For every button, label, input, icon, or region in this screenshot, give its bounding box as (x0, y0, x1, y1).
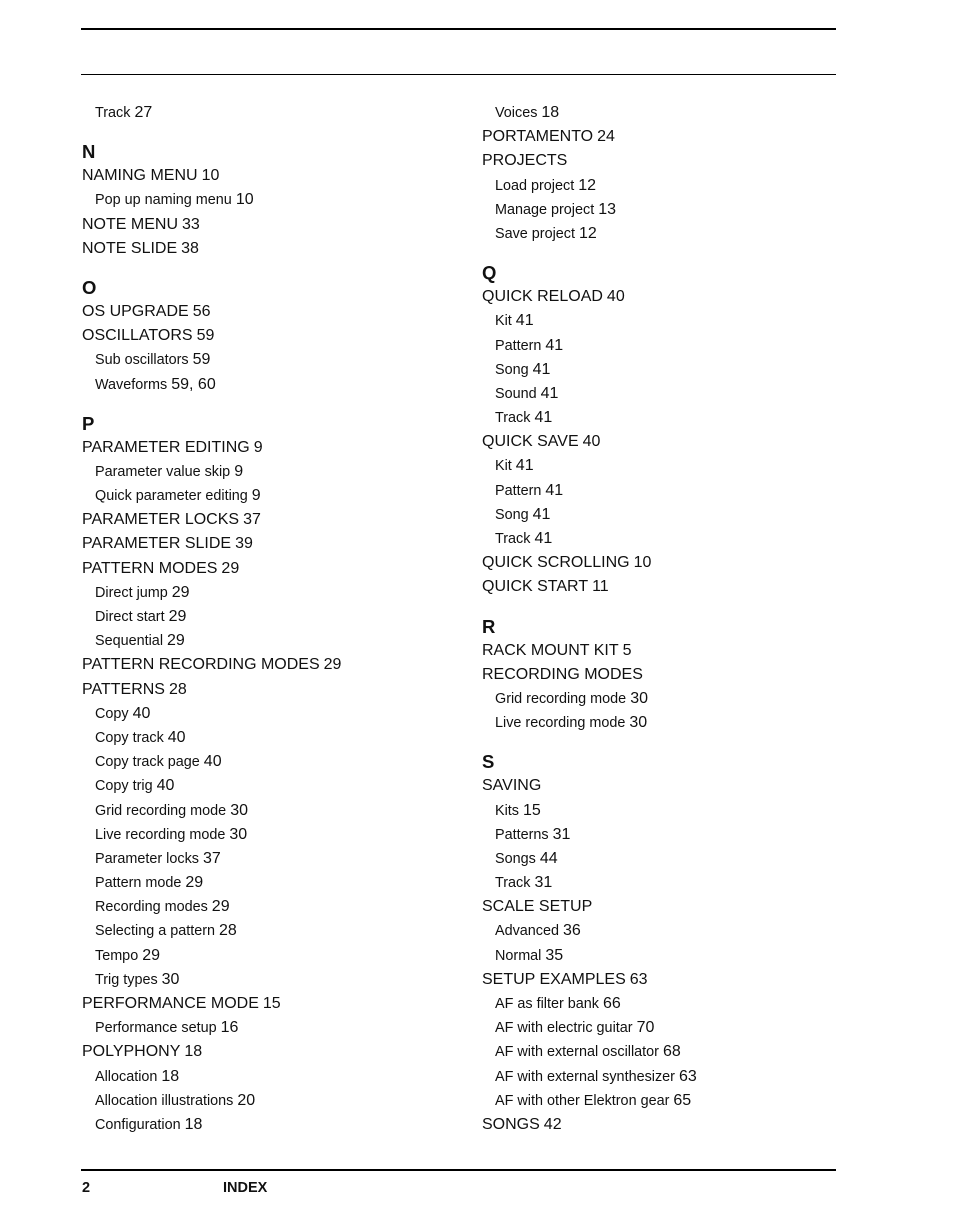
entry-page-ref: 70 (636, 1019, 655, 1037)
index-entry (82, 213, 482, 237)
entry-label: Songs (495, 850, 536, 867)
index-subentry (482, 823, 882, 847)
index-subentry (82, 101, 482, 125)
index-subentry (482, 527, 882, 551)
index-subentry (482, 1016, 882, 1040)
index-entry (82, 300, 482, 324)
entry-page-ref: 20 (237, 1091, 256, 1109)
entry-label: Normal (495, 947, 542, 964)
index-entry (482, 551, 882, 575)
entry-page-ref: 28 (219, 922, 237, 940)
index-subentry (82, 629, 482, 653)
index-subentry (482, 687, 882, 711)
index-subentry (482, 847, 882, 871)
entry-page-ref: 16 (220, 1019, 239, 1037)
index-subentry (82, 1016, 482, 1040)
entry-page-ref: 41 (534, 409, 553, 427)
index-subentry (82, 847, 482, 871)
entry-label: PARAMETER LOCKS (82, 511, 240, 529)
entry-page-ref: 18 (184, 1043, 203, 1061)
entry-page-ref: 29 (168, 608, 187, 625)
index-entry (482, 125, 882, 149)
index-subentry (482, 382, 882, 406)
entry-page-ref: 12 (579, 224, 597, 242)
entry-label: Allocation (95, 1068, 158, 1085)
index-entry (482, 663, 882, 687)
entry-page-ref: 29 (167, 632, 185, 650)
entry-label: RECORDING MODES (482, 665, 643, 683)
entry-page-ref: 29 (142, 946, 160, 964)
entry-label: Voices (495, 105, 538, 121)
entry-page-ref: 31 (552, 825, 571, 843)
index-letter-heading: P (82, 412, 95, 434)
index-subentry (82, 919, 482, 943)
entry-page-ref: 9 (251, 487, 261, 505)
index-subentry (82, 702, 482, 726)
entry-page-ref: 18 (541, 104, 560, 121)
index-subentry (82, 1065, 482, 1089)
entry-label: PARAMETER SLIDE (82, 535, 232, 553)
index-subentry (482, 309, 882, 333)
index-subentry (482, 871, 882, 895)
entry-label: Load project (495, 177, 575, 194)
entry-label: AF with other Elektron gear (495, 1092, 670, 1109)
index-subentry (482, 406, 882, 430)
entry-page-ref: 27 (134, 104, 153, 121)
entry-page-ref: 42 (543, 1115, 562, 1133)
entry-label: AF as filter bank (495, 996, 599, 1012)
entry-label: AF with electric guitar (495, 1020, 633, 1037)
entry-page-ref: 59, 60 (171, 375, 216, 393)
entry-label: Grid recording mode (95, 802, 227, 819)
entry-label: NOTE SLIDE (82, 239, 178, 257)
entry-page-ref: 56 (192, 302, 211, 320)
entry-page-ref: 31 (534, 874, 553, 892)
entry-page-ref: 66 (602, 995, 621, 1012)
entry-label: Patterns (495, 826, 549, 843)
entry-label: Manage project (495, 201, 595, 218)
entry-page-ref: 18 (184, 1115, 203, 1133)
index-subentry (482, 1089, 882, 1113)
index-entry (82, 557, 482, 581)
entry-label: Live recording mode (95, 826, 226, 843)
index-subentry (482, 101, 882, 125)
index-subentry (482, 358, 882, 382)
index-entry (482, 1113, 882, 1137)
entry-label: Live recording mode (495, 715, 626, 732)
entry-page-ref: 15 (523, 801, 541, 819)
index-entry (82, 653, 482, 677)
entry-label: Copy track page (95, 754, 200, 771)
entry-label: PATTERN RECORDING MODES (82, 656, 320, 674)
entry-label: Track (95, 105, 131, 121)
index-entry (82, 1040, 482, 1064)
entry-label: Recording modes (95, 899, 208, 916)
entry-label: Trig types (95, 971, 158, 988)
footer-rule (81, 1169, 836, 1171)
index-subentry (82, 1089, 482, 1113)
entry-page-ref: 30 (161, 970, 180, 988)
index-subentry (82, 460, 482, 484)
entry-page-ref: 13 (598, 200, 616, 218)
entry-label: Configuration (95, 1116, 181, 1133)
entry-label: Parameter value skip (95, 463, 231, 480)
entry-page-ref: 41 (532, 505, 551, 523)
header-rule-top (81, 28, 836, 30)
entry-label: SONGS (482, 1115, 540, 1133)
index-column-right (482, 101, 882, 1137)
entry-page-ref: 41 (540, 384, 559, 402)
entry-label: Sub oscillators (95, 352, 189, 369)
footer-section-title: INDEX (223, 1180, 268, 1196)
index-subentry (82, 605, 482, 629)
entry-label: Advanced (495, 923, 560, 940)
entry-page-ref: 41 (515, 312, 534, 330)
entry-label: Pattern (495, 482, 542, 499)
entry-label: Song (495, 361, 529, 378)
index-entry (482, 968, 882, 992)
index-subentry (482, 799, 882, 823)
entry-label: Copy trig (95, 778, 153, 795)
index-subentry (482, 198, 882, 222)
index-letter-heading: S (482, 751, 495, 773)
index-entry (82, 324, 482, 348)
entry-label: Direct start (95, 609, 165, 625)
entry-label: QUICK RELOAD (482, 288, 603, 306)
entry-label: PATTERNS (82, 680, 165, 698)
index-subentry (482, 334, 882, 358)
entry-label: Kit (495, 313, 512, 330)
entry-page-ref: 10 (235, 191, 254, 209)
index-letter-heading: O (82, 276, 97, 298)
entry-label: Save project (495, 225, 575, 242)
index-subentry (482, 711, 882, 735)
entry-page-ref: 37 (202, 849, 221, 867)
entry-page-ref: 44 (539, 849, 558, 867)
index-subentry (482, 503, 882, 527)
entry-page-ref: 65 (673, 1091, 692, 1109)
index-entry (82, 508, 482, 532)
entry-page-ref: 5 (622, 641, 632, 659)
entry-label: OS UPGRADE (82, 302, 189, 320)
index-subentry (82, 944, 482, 968)
entry-label: Copy track (95, 729, 164, 746)
entry-page-ref: 36 (563, 922, 581, 940)
entry-page-ref: 29 (221, 559, 240, 577)
entry-label: Selecting a pattern (95, 923, 216, 940)
entry-page-ref: 59 (196, 327, 215, 345)
entry-label: Sound (495, 385, 537, 402)
index-entry (82, 678, 482, 702)
entry-label: PERFORMANCE MODE (82, 995, 259, 1012)
entry-page-ref: 30 (630, 689, 648, 707)
header-rule-bottom (81, 74, 836, 75)
entry-page-ref: 41 (532, 360, 551, 378)
index-letter-heading: N (82, 141, 96, 163)
index-subentry (82, 799, 482, 823)
index-entry (482, 575, 882, 599)
entry-label: Direct jump (95, 584, 168, 601)
entry-label: PROJECTS (482, 152, 568, 170)
entry-label: PORTAMENTO (482, 128, 594, 146)
entry-page-ref: 30 (230, 801, 248, 819)
footer-page-number: 2 (82, 1180, 91, 1196)
entry-page-ref: 63 (629, 970, 648, 988)
entry-label: QUICK START (482, 578, 589, 596)
index-subentry (82, 895, 482, 919)
entry-label: SAVING (482, 777, 542, 795)
entry-label: PATTERN MODES (82, 559, 218, 577)
entry-label: Waveforms (95, 376, 168, 393)
entry-label: AF with external oscillator (495, 1044, 659, 1061)
entry-page-ref: 40 (203, 753, 222, 771)
index-subentry (82, 348, 482, 372)
index-subentry (82, 823, 482, 847)
entry-page-ref: 12 (578, 176, 597, 194)
index-subentry (482, 222, 882, 246)
entry-page-ref: 18 (161, 1067, 180, 1085)
entry-page-ref: 10 (201, 167, 220, 185)
entry-label: SCALE SETUP (482, 898, 593, 916)
entry-page-ref: 37 (243, 511, 261, 529)
index-subentry (82, 774, 482, 798)
index-entry (482, 774, 882, 798)
index-subentry (82, 484, 482, 508)
entry-page-ref: 30 (229, 825, 248, 843)
entry-label: Grid recording mode (495, 690, 627, 707)
index-letter-heading: R (482, 615, 496, 637)
entry-page-ref: 15 (262, 995, 281, 1012)
entry-label: Copy (95, 705, 129, 722)
entry-page-ref: 41 (534, 530, 553, 547)
entry-page-ref: 28 (168, 680, 187, 698)
index-subentry (482, 479, 882, 503)
index-subentry (82, 1113, 482, 1137)
index-entry (82, 992, 482, 1016)
entry-page-ref: 29 (323, 656, 342, 674)
entry-label: Pattern (495, 337, 542, 354)
index-subentry (82, 373, 482, 397)
index-subentry (82, 188, 482, 212)
entry-page-ref: 35 (545, 946, 564, 964)
entry-page-ref: 41 (545, 336, 564, 354)
index-subentry (482, 944, 882, 968)
index-subentry (482, 174, 882, 198)
entry-page-ref: 29 (211, 898, 230, 916)
entry-page-ref: 63 (678, 1067, 697, 1085)
entry-label: POLYPHONY (82, 1043, 181, 1061)
index-entry (82, 436, 482, 460)
entry-page-ref: 9 (234, 462, 244, 480)
entry-label: Track (495, 531, 531, 547)
entry-page-ref: 39 (235, 535, 253, 553)
entry-label: Track (495, 875, 531, 892)
entry-page-ref: 29 (171, 583, 190, 601)
entry-label: Kit (495, 458, 512, 475)
entry-label: PARAMETER EDITING (82, 438, 250, 456)
entry-page-ref: 33 (182, 215, 200, 233)
index-subentry (82, 581, 482, 605)
entry-page-ref: 11 (592, 578, 609, 596)
entry-label: QUICK SCROLLING (482, 554, 630, 572)
entry-label: RACK MOUNT KIT (482, 641, 619, 659)
entry-page-ref: 30 (629, 714, 648, 732)
index-subentry (482, 992, 882, 1016)
index-subentry (82, 968, 482, 992)
entry-label: SETUP EXAMPLES (482, 970, 626, 988)
index-subentry (482, 1065, 882, 1089)
entry-page-ref: 9 (253, 438, 263, 456)
entry-label: Sequential (95, 633, 164, 650)
entry-label: QUICK SAVE (482, 433, 579, 451)
index-subentry (82, 726, 482, 750)
entry-page-ref: 40 (132, 704, 151, 722)
entry-label: Track (495, 410, 531, 427)
entry-page-ref: 41 (545, 481, 564, 499)
entry-page-ref: 38 (181, 239, 199, 257)
entry-label: NOTE MENU (82, 215, 178, 233)
index-column-left (82, 101, 482, 1137)
index-subentry (82, 871, 482, 895)
entry-page-ref: 24 (597, 128, 615, 146)
index-entry (82, 237, 482, 261)
entry-label: OSCILLATORS (82, 327, 193, 345)
index-entry (482, 639, 882, 663)
entry-label: NAMING MENU (82, 167, 198, 185)
entry-label: Tempo (95, 947, 139, 964)
entry-page-ref: 40 (156, 777, 175, 795)
entry-label: Parameter locks (95, 850, 199, 867)
entry-page-ref: 40 (582, 433, 601, 451)
index-entry (482, 430, 882, 454)
index-subentry (482, 919, 882, 943)
index-subentry (82, 750, 482, 774)
entry-label: Performance setup (95, 1020, 217, 1037)
entry-page-ref: 40 (606, 288, 625, 306)
entry-page-ref: 10 (633, 554, 652, 572)
entry-label: Pop up naming menu (95, 192, 232, 209)
entry-page-ref: 68 (662, 1043, 681, 1061)
entry-label: AF with external synthesizer (495, 1068, 675, 1085)
entry-label: Kits (495, 802, 519, 819)
index-entry (482, 285, 882, 309)
index-subentry (482, 1040, 882, 1064)
entry-label: Allocation illustrations (95, 1092, 234, 1109)
entry-label: Pattern mode (95, 875, 182, 892)
entry-page-ref: 29 (185, 874, 204, 892)
entry-page-ref: 40 (167, 728, 186, 746)
index-entry (482, 149, 882, 173)
index-entry (82, 532, 482, 556)
index-letter-heading: Q (482, 262, 497, 284)
index-entry (482, 895, 882, 919)
entry-page-ref: 41 (515, 457, 534, 475)
entry-label: Song (495, 506, 529, 523)
entry-label: Quick parameter editing (95, 488, 248, 505)
entry-page-ref: 59 (192, 351, 211, 369)
index-entry (82, 164, 482, 188)
index-subentry (482, 454, 882, 478)
